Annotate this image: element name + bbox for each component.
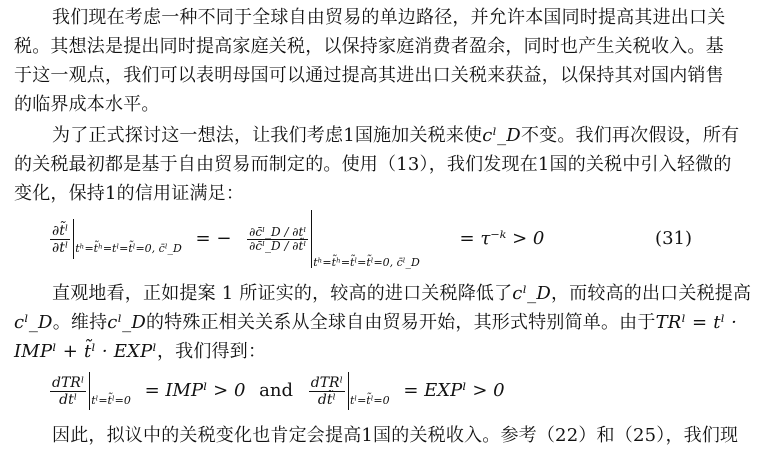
p3-text-b: ，而较高的出口关税提高: [550, 283, 752, 304]
eq2-f2-num: dTRˡ: [310, 374, 343, 391]
eq2-mid: = IMPˡ > 0: [144, 380, 246, 401]
paragraph-3-line-3: [14, 340, 266, 364]
equation-31-number: (31): [655, 228, 692, 249]
eq31-inner-fraction: [247, 226, 308, 253]
paragraph-1-line-1: 我们现在考虑一种不同于全球自由贸易的单边路径，并允许本国同时提高其进出口关: [52, 7, 726, 28]
eq2-f1-num: dTRˡ: [52, 374, 85, 391]
eq31-rhs-condition: tʰ=t̃ʰ=t̃ˡ=t̃ˡ=0, c̄ˡ_D: [313, 256, 420, 269]
paragraph-2-line-3: 变化，保持1的信用证满足：: [14, 183, 245, 204]
eq2-f2-den: dt̃ˡ: [317, 391, 336, 408]
eq2-cond-2: tˡ=t̃ˡ=0: [350, 394, 390, 407]
c-d-symbol-2: cˡ_D: [512, 283, 551, 304]
eq31-rhs: = τ⁻ᵏ > 0: [459, 228, 545, 249]
p3-text-2a: 。维持: [52, 312, 108, 333]
paragraph-3-line-2: [14, 311, 737, 335]
eq31-lhs-fraction: [50, 223, 70, 256]
eq2-and: and: [259, 380, 294, 401]
eq2-end: = EXPˡ > 0: [403, 380, 505, 401]
paragraph-4-line-1: 因此，拟议中的关税变化也肯定会提高1国的关税收入。参考（22）和（25），我们现: [52, 425, 739, 446]
paragraph-2-line-2: 的关税最初都是基于自由贸易而制定的。使用（13），我们发现在1国的关税中引入轻微的: [14, 154, 732, 175]
paragraph-1-line-4: 的临界成本水平。: [14, 94, 160, 115]
eq31-inner-den: ∂c̄ˡ_D / ∂t̃ˡ: [249, 238, 307, 253]
paragraph-2-line-1: [52, 124, 739, 148]
c-d-symbol: cˡ_D: [482, 125, 521, 146]
eq31-eq-minus: = −: [195, 228, 232, 249]
c-d-symbol-4: cˡ_D: [107, 312, 146, 333]
paragraph-1-line-2: 税。其想法是提出同时提高家庭关税，以保持家庭消费者盈余，同时也产生关税收入。基: [14, 36, 724, 57]
eq31-lhs-condition: tʰ=t̃ʰ=tˡ=t̃ˡ=0, c̄ˡ_D: [75, 242, 182, 255]
p3-text-2b: 的特殊正相关关系从全球自由贸易开始，其形式特别简单。由于: [145, 312, 656, 333]
tr-expression: TRˡ = tˡ ·: [655, 312, 738, 333]
p3-text-a: 直观地看，正如提案 1 所证实的，较高的进口关税降低了: [52, 283, 513, 304]
p2-text-a: 为了正式探讨这一想法，让我们考虑1国施加关税来使: [52, 125, 483, 146]
eq2-cond-1: tˡ=t̃ˡ=0: [91, 394, 131, 407]
equation-revenue: [48, 372, 505, 410]
p2-text-b: 不变。我们再次假设，所有: [520, 125, 740, 146]
equation-31: [48, 210, 544, 269]
eq2-fraction-2: [309, 375, 345, 408]
eq2-fraction-1: [50, 375, 86, 408]
eq31-lhs-num: ∂t̃ˡ: [52, 222, 69, 239]
eq2-f1-den: dtˡ: [59, 391, 78, 408]
eq31-inner-num: ∂c̄ˡ_D / ∂tˡ: [249, 224, 307, 239]
paragraph-1-line-3: 于这一观点，我们可以表明母国可以通过提高其进出口关税来获益，以保持其对国内销售: [14, 65, 724, 86]
imp-exp-expression: IMPˡ + t̃ˡ · EXPˡ: [14, 341, 157, 362]
c-d-symbol-3: cˡ_D: [14, 312, 53, 333]
paragraph-3-line-1: [52, 282, 751, 306]
eq31-lhs-den: ∂tˡ: [52, 239, 69, 256]
p3-text-3b: ，我们得到：: [156, 341, 267, 362]
eq2-eval-bar-2: [348, 372, 349, 410]
